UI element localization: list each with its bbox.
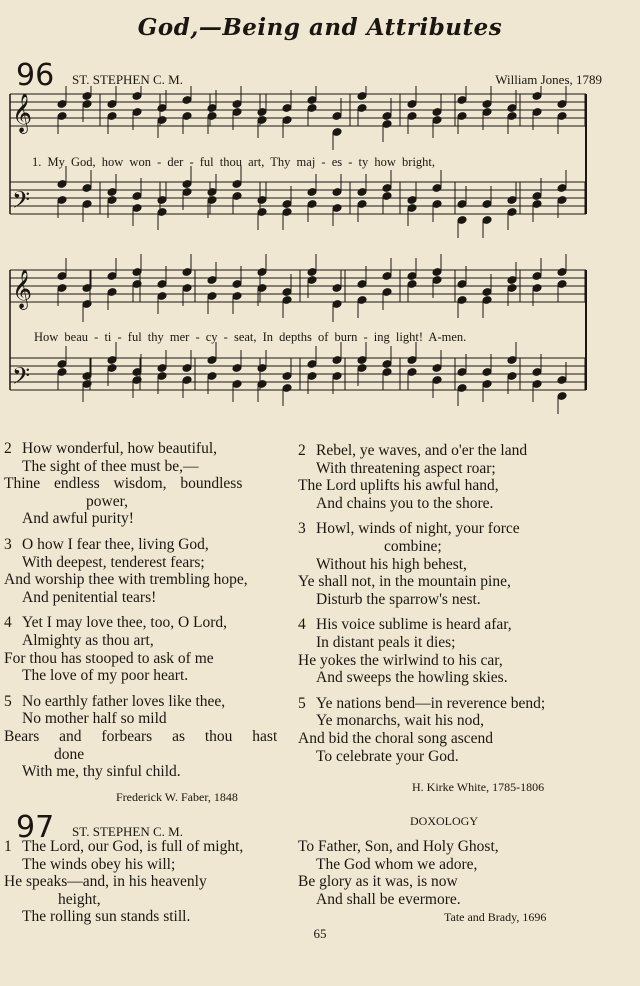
lyric-line-1: 1. My God, how won - der - ful thou art, Thy maj - es - ty how bright, [32,155,436,169]
svg-text:𝄢: 𝄢 [12,362,31,395]
verse-5-left: 5 No earthly father loves like thee, No mother half so mild Bears and forbears as thou hast done With me, thy sinful child. [4,692,278,781]
hymn-97-verse-1: 1 The Lord, our God, is full of might, The winds obey his will; He speaks—and, in his heavenly height, The rolling sun stands still. [4,838,244,926]
hymn-number: 97 [16,810,55,845]
verse-4-right: 4 His voice sublime is heard afar, In distant peals it dies; He yokes the wirlwind to his car, And sweeps the howling skies. [298,616,512,687]
author-kirke-white: H. Kirke White, 1785-1806 [412,780,545,794]
composer-credit: William Jones, 1789 [495,72,602,87]
svg-text:𝄢: 𝄢 [12,186,31,219]
verses-right-column [298,442,634,773]
section-title: God,—Being and Attributes [137,14,503,41]
page-number: 65 [313,926,327,941]
verse-2-right: 2 Rebel, ye waves, and o'er the land With threatening aspect roar; The Lord uplifts his awful hand, And chains you to the shore. [298,442,528,512]
hymn-number: 96 [16,58,55,93]
verse-3-left: 3 O how I fear thee, living God, With deepest, tenderest fears; And worship thee with trembling hope, And penitential tears! [4,535,248,606]
verse-5-right: 5 Ye nations bend—in reverence bend; Ye monarchs, wait his nod, And bid the choral song ascend To celebrate your God. [298,694,546,765]
verses-left-column [4,440,296,789]
verse-2-left: 2 How wonderful, how beautiful, The sight of thee must be,— Thine endless wisdom, boundless power, And awful purity! [4,440,243,528]
doxology-text: To Father, Son, and Holy Ghost, The God whom we adore, Be glory as it was, is now And shall be evermore. [298,838,499,908]
svg-text:𝄞: 𝄞 [12,93,33,133]
author-faber: Frederick W. Faber, 1848 [116,790,238,804]
music-score [0,86,640,416]
author-tate-brady: Tate and Brady, 1696 [444,910,547,924]
doxology-title: DOXOLOGY [410,814,478,828]
svg-text:𝄞: 𝄞 [12,269,33,309]
tune-name: ST. STEPHEN C. M. [72,72,183,87]
verse-4-left: 4 Yet I may love thee, too, O Lord, Almighty as thou art, For thou has stooped to ask of me The love of my poor heart. [4,614,228,685]
tune-name: ST. STEPHEN C. M. [72,824,183,839]
lyric-line-2: How beau - ti - ful thy mer - cy - seat, In depths of burn - ing light! A-men. [34,330,467,344]
verse-3-right: 3 Howl, winds of night, your force combine; Without his high behest, Ye shall not, in the mountain pine, Disturb the sparrow's nest. [298,520,520,608]
